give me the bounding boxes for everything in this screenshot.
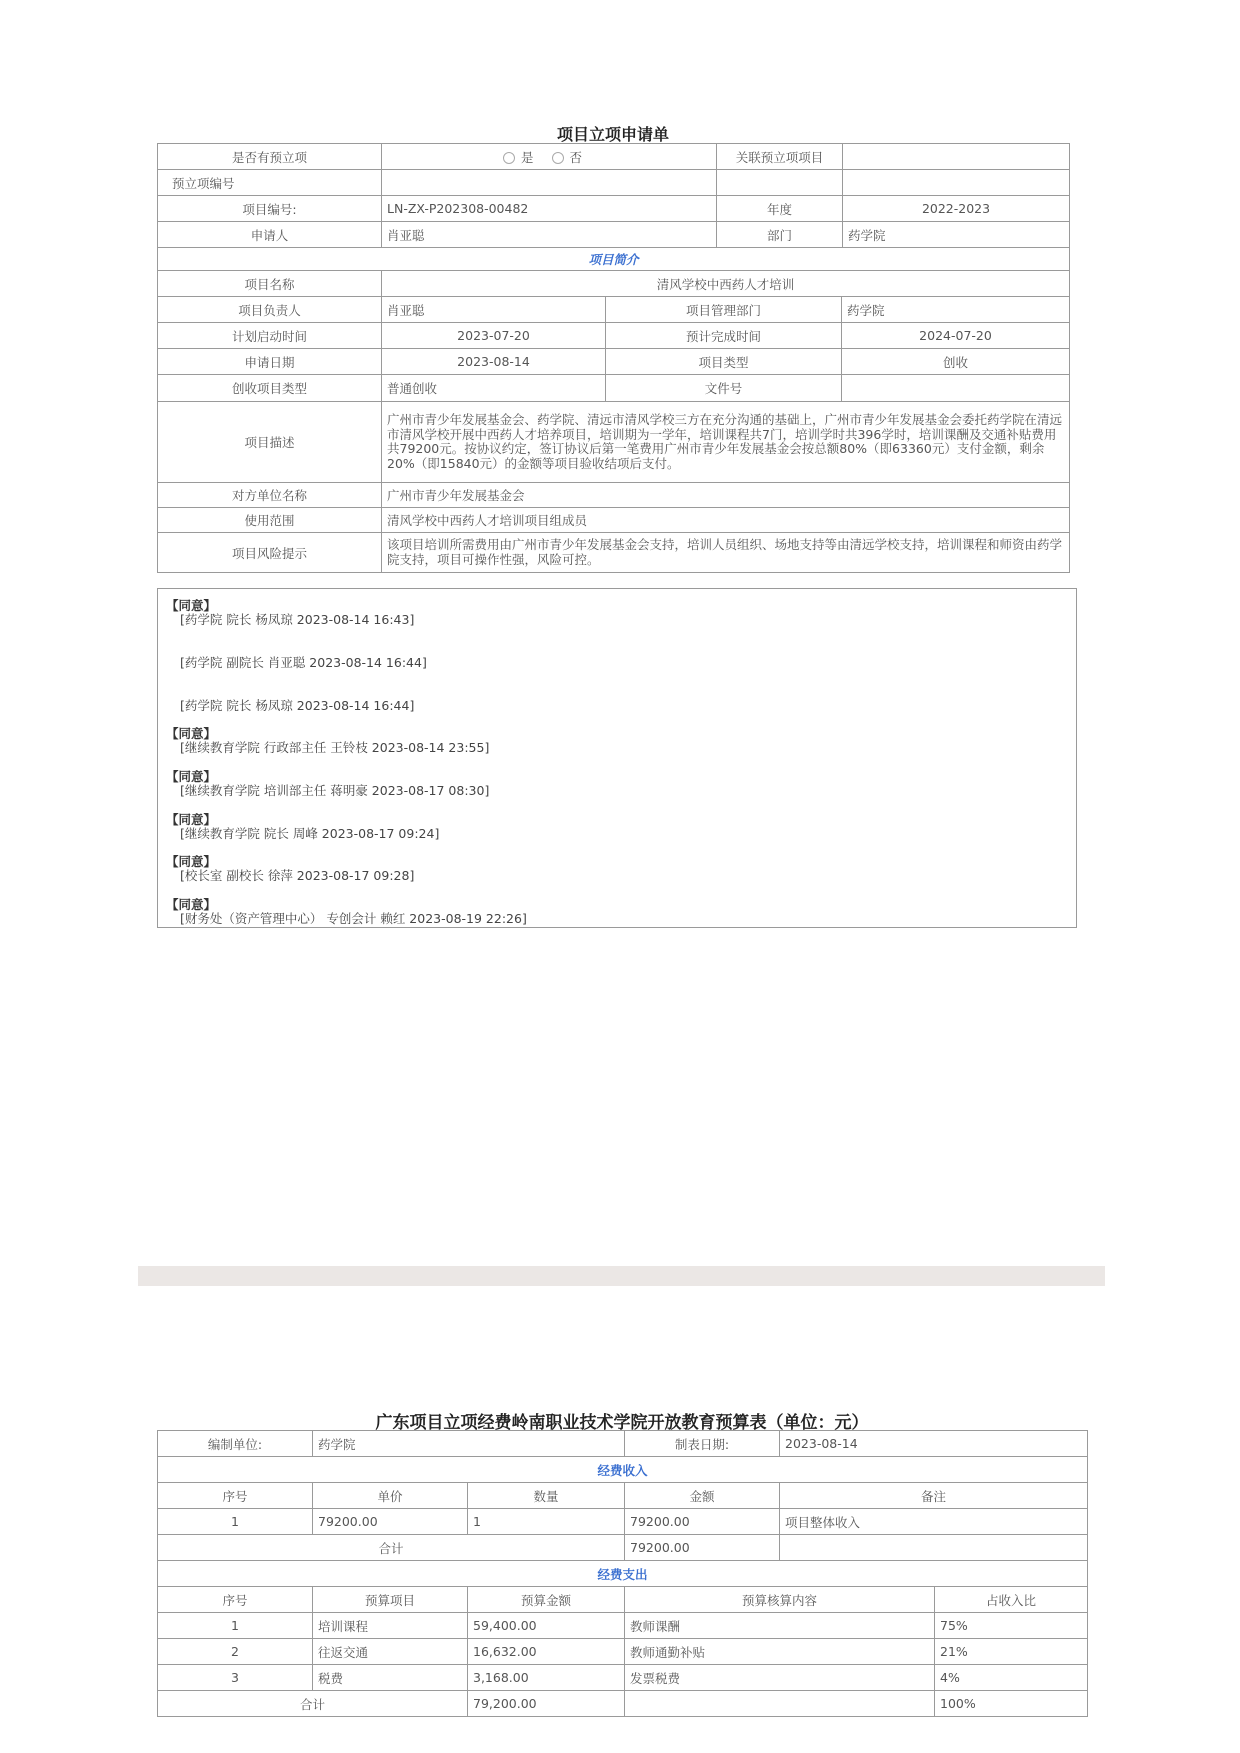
income-type-label: 创收项目类型 <box>158 375 382 402</box>
approval-head-6: 【同意】 <box>166 812 217 827</box>
scope-label: 使用范围 <box>158 508 382 533</box>
expense-cell: 59,400.00 <box>468 1613 625 1639</box>
expense-total-label: 合计 <box>158 1691 468 1717</box>
approval-sig-2: [药学院 副院长 肖亚聪 2023-08-14 16:44] <box>180 655 427 670</box>
approval-sig-4: [继续教育学院 行政部主任 王铃枝 2023-08-14 23:55] <box>180 740 490 755</box>
approval-sig-1: [药学院 院长 杨凤琼 2023-08-14 16:43] <box>180 612 415 627</box>
related-pre-value[interactable] <box>843 144 1070 170</box>
expense-total-value: 79,200.00 <box>468 1691 625 1717</box>
income-header: 金额 <box>625 1483 780 1509</box>
doc-no-label: 文件号 <box>606 375 842 402</box>
type-value: 创收 <box>842 349 1070 375</box>
project-no-label: 项目编号: <box>158 196 382 222</box>
approval-sig-8: [财务处（资产管理中心） 专创会计 赖红 2023-08-19 22:26] <box>180 911 527 926</box>
income-cell: 79200.00 <box>313 1509 468 1535</box>
budget-title: 广东项目立项经费岭南职业技术学院开放教育预算表（单位：元） <box>375 1413 869 1433</box>
expense-cell: 教师通勤补贴 <box>625 1639 935 1665</box>
intro-table <box>157 247 1070 573</box>
pre-no-value[interactable] <box>382 170 717 196</box>
approval-head-8: 【同意】 <box>166 897 217 912</box>
expense-cell: 3 <box>158 1665 313 1691</box>
unit-value: 药学院 <box>313 1431 625 1457</box>
year-value: 2022-2023 <box>843 196 1070 222</box>
expense-cell: 75% <box>935 1613 1088 1639</box>
counterpart-label: 对方单位名称 <box>158 483 382 508</box>
start-label: 计划启动时间 <box>158 323 382 349</box>
approval-head-7: 【同意】 <box>166 854 217 869</box>
scope-value: 清风学校中西药人才培训项目组成员 <box>382 508 1070 533</box>
unit-label: 编制单位: <box>158 1431 313 1457</box>
radio-yes[interactable] <box>503 152 515 164</box>
pre-no-label: 预立项编号 <box>158 170 382 196</box>
approval-head-4: 【同意】 <box>166 726 217 741</box>
budget-table <box>157 1430 1088 1717</box>
expense-header: 预算金额 <box>468 1587 625 1613</box>
expense-cell: 1 <box>158 1613 313 1639</box>
approval-head-1: 【同意】 <box>166 598 217 613</box>
expense-header: 预算核算内容 <box>625 1587 935 1613</box>
apply-date-value: 2023-08-14 <box>382 349 606 375</box>
mgmt-dept-label: 项目管理部门 <box>606 297 842 323</box>
desc-label: 项目描述 <box>158 402 382 483</box>
expense-cell: 3,168.00 <box>468 1665 625 1691</box>
dept-label: 部门 <box>717 222 843 248</box>
mgmt-dept-value: 药学院 <box>842 297 1070 323</box>
income-header: 单价 <box>313 1483 468 1509</box>
date-value: 2023-08-14 <box>780 1431 1088 1457</box>
income-section-title: 经费收入 <box>158 1457 1088 1483</box>
name-label: 项目名称 <box>158 271 382 297</box>
has-pre-radio-group <box>382 144 717 170</box>
name-value: 清风学校中西药人才培训 <box>382 271 1070 297</box>
approval-sig-3: [药学院 院长 杨凤琼 2023-08-14 16:44] <box>180 698 415 713</box>
leader-value: 肖亚聪 <box>382 297 606 323</box>
expense-cell: 教师课酬 <box>625 1613 935 1639</box>
expense-header: 预算项目 <box>313 1587 468 1613</box>
income-type-value: 普通创收 <box>382 375 606 402</box>
leader-label: 项目负责人 <box>158 297 382 323</box>
apply-date-label: 申请日期 <box>158 349 382 375</box>
income-cell: 1 <box>158 1509 313 1535</box>
table-row <box>158 1665 1088 1691</box>
expense-cell: 往返交通 <box>313 1639 468 1665</box>
expense-cell: 16,632.00 <box>468 1639 625 1665</box>
application-table <box>157 143 1070 248</box>
expense-cell: 培训课程 <box>313 1613 468 1639</box>
related-pre-label: 关联预立项项目 <box>717 144 843 170</box>
applicant-value: 肖亚聪 <box>382 222 717 248</box>
form-title: 项目立项申请单 <box>556 125 669 144</box>
expense-total-pct: 100% <box>935 1691 1088 1717</box>
expense-cell: 税费 <box>313 1665 468 1691</box>
expense-section-title: 经费支出 <box>158 1561 1088 1587</box>
expense-cell: 21% <box>935 1639 1088 1665</box>
radio-no-label: 否 <box>569 149 583 165</box>
table-row <box>158 1639 1088 1665</box>
income-cell: 项目整体收入 <box>780 1509 1088 1535</box>
expense-cell: 发票税费 <box>625 1665 935 1691</box>
type-label: 项目类型 <box>606 349 842 375</box>
has-pre-label: 是否有预立项 <box>158 144 382 170</box>
section-intro: 项目简介 <box>158 248 1070 271</box>
dept-value: 药学院 <box>843 222 1070 248</box>
approval-sig-6: [继续教育学院 院长 周峰 2023-08-17 09:24] <box>180 826 440 841</box>
income-header: 数量 <box>468 1483 625 1509</box>
income-cell: 1 <box>468 1509 625 1535</box>
end-value: 2024-07-20 <box>842 323 1070 349</box>
doc-no-value <box>842 375 1070 402</box>
expense-header: 序号 <box>158 1587 313 1613</box>
expense-header: 占收入比 <box>935 1587 1088 1613</box>
applicant-label: 申请人 <box>158 222 382 248</box>
year-label: 年度 <box>717 196 843 222</box>
approval-records <box>157 588 1077 928</box>
table-row <box>158 1613 1088 1639</box>
income-header: 备注 <box>780 1483 1088 1509</box>
approval-sig-7: [校长室 副校长 徐萍 2023-08-17 09:28] <box>180 868 415 883</box>
risk-label: 项目风险提示 <box>158 533 382 573</box>
radio-yes-label: 是 <box>521 149 534 165</box>
expense-cell: 2 <box>158 1639 313 1665</box>
approval-head-5: 【同意】 <box>166 769 217 784</box>
approval-sig-5: [继续教育学院 培训部主任 蒋明豪 2023-08-17 08:30] <box>180 783 490 798</box>
end-label: 预计完成时间 <box>606 323 842 349</box>
counterpart-value: 广州市青少年发展基金会 <box>382 483 1070 508</box>
desc-value: 广州市青少年发展基金会、药学院、清远市清风学校三方在充分沟通的基础上，广州市青少年发展基金会委托药学院在清远市清风学校开展中西药人才培养项目，培训期为一学年，培训课程共7门，培训学时共396学时，培训课酬及交通补贴费用共79200元。按协议约定，签订协议后第一笔费用广州市青少年发展基金会按总额80%（即63360元）支付金额，剩余20%（即15840元）的金额等项目验收结项后支付。 <box>382 402 1070 483</box>
income-header: 序号 <box>158 1483 313 1509</box>
page-divider <box>138 1266 1105 1286</box>
income-total-label: 合计 <box>158 1535 625 1561</box>
date-label: 制表日期: <box>625 1431 780 1457</box>
table-row <box>158 1509 1088 1535</box>
start-value: 2023-07-20 <box>382 323 606 349</box>
project-no-value: LN-ZX-P202308-00482 <box>382 196 717 222</box>
risk-value: 该项目培训所需费用由广州市青少年发展基金会支持，培训人员组织、场地支持等由清远学校支持，培训课程和师资由药学院支持，项目可操作性强，风险可控。 <box>382 533 1070 573</box>
expense-cell: 4% <box>935 1665 1088 1691</box>
income-cell: 79200.00 <box>625 1509 780 1535</box>
radio-no[interactable] <box>552 152 564 164</box>
income-total-value: 79200.00 <box>625 1535 780 1561</box>
